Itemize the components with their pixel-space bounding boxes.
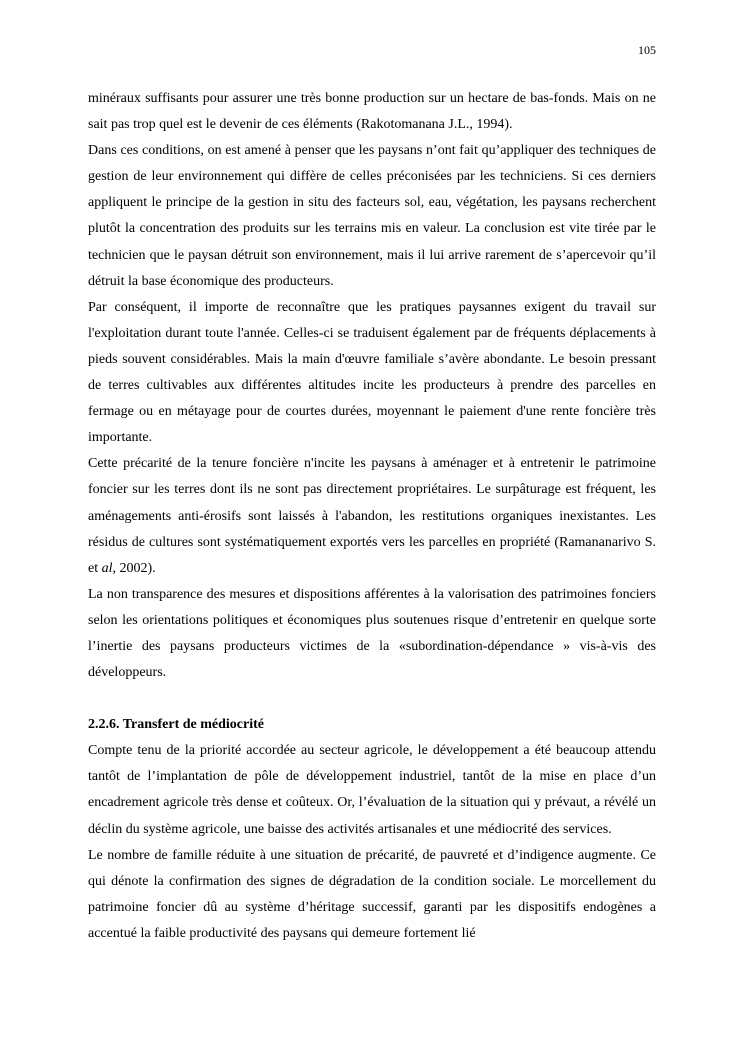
paragraph-text: 2002). xyxy=(116,560,156,576)
paragraph: Dans ces conditions, on est amené à penser que les paysans n’ont fait qu’appliquer des techniques de gestion de leur environnement qui diffère de celles préconisées par les techniciens. Si ces derniers appliquent le principe de la gestion in situ des facteurs sol, eau, végétation, les paysans recherchent plutôt la concentration des produits sur les terrains mis en valeur. La conclusion est vite tirée par le technicien que le paysan détruit son environnement, mais il lui arrive rarement de s’apercevoir qu’il détruit la base économique des producteurs. xyxy=(88,143,656,289)
section-heading: 2.2.6. Transfert de médiocrité xyxy=(88,717,264,733)
page-number: 105 xyxy=(638,43,656,57)
paragraph-with-citation xyxy=(88,451,656,581)
paragraph: minéraux suffisants pour assurer une très bonne production sur un hectare de bas-fonds. Mais on ne sait pas trop quel est le devenir de ces éléments (Rakotomanana J.L., 1994). xyxy=(88,91,656,133)
citation-italic: al, xyxy=(101,560,116,576)
paragraph: Par conséquent, il importe de reconnaître que les pratiques paysannes exigent du travail sur l'exploitation durant toute l'année. Celles-ci se traduisent également par de fréquents déplacements à pieds souvent considérables. Mais la main d'œuvre familiale s’avère abondante. Le besoin pressant de terres cultivables aux différentes altitudes incite les producteurs à prendre des parcelles en fermage ou en métayage pour de courtes durées, moyennant le paiement d'une rente foncière très importante. xyxy=(88,299,656,446)
paragraph: Le nombre de famille réduite à une situation de précarité, de pauvreté et d’indigence augmente. Ce qui dénote la confirmation des signes de dégradation de la condition sociale. Le morcellement du patrimoine foncier dû au système d’héritage successif, garanti par les dispositifs endogènes a accentué la faible productivité des paysans qui demeure fortement lié xyxy=(88,847,656,941)
body-text xyxy=(88,86,656,947)
paragraph: La non transparence des mesures et dispositions afférentes à la valorisation des patrimoines fonciers selon les orientations politiques et économiques plus soutenues risque d’entretenir en quelque sorte l’inertie des paysans producteurs victimes de la «subordination-dépendance » vis-à-vis des développeurs. xyxy=(88,586,656,681)
paragraph: Compte tenu de la priorité accordée au secteur agricole, le développement a été beaucoup attendu tantôt de l’implantation de pôle de développement industriel, tantôt de la mise en place d’un encadrement agricole très dense et coûteux. Or, l’évaluation de la situation qui y prévaut, a révélé un déclin du système agricole, une baisse des activités artisanales et une médiocrité des services. xyxy=(88,743,656,837)
paragraph-text: Cette précarité de la tenure foncière n'incite les paysans à aménager et à entretenir le patrimoine foncier sur les terres dont ils ne sont pas directement propriétaires. Le surpâturage est fréquent, les aménagements anti-érosifs sont laissés à l'abandon, les restitutions organiques inexistantes. Les résidus de cultures sont systématiquement exportés vers les parcelles en propriété (Ramananarivo S. et xyxy=(88,456,656,576)
